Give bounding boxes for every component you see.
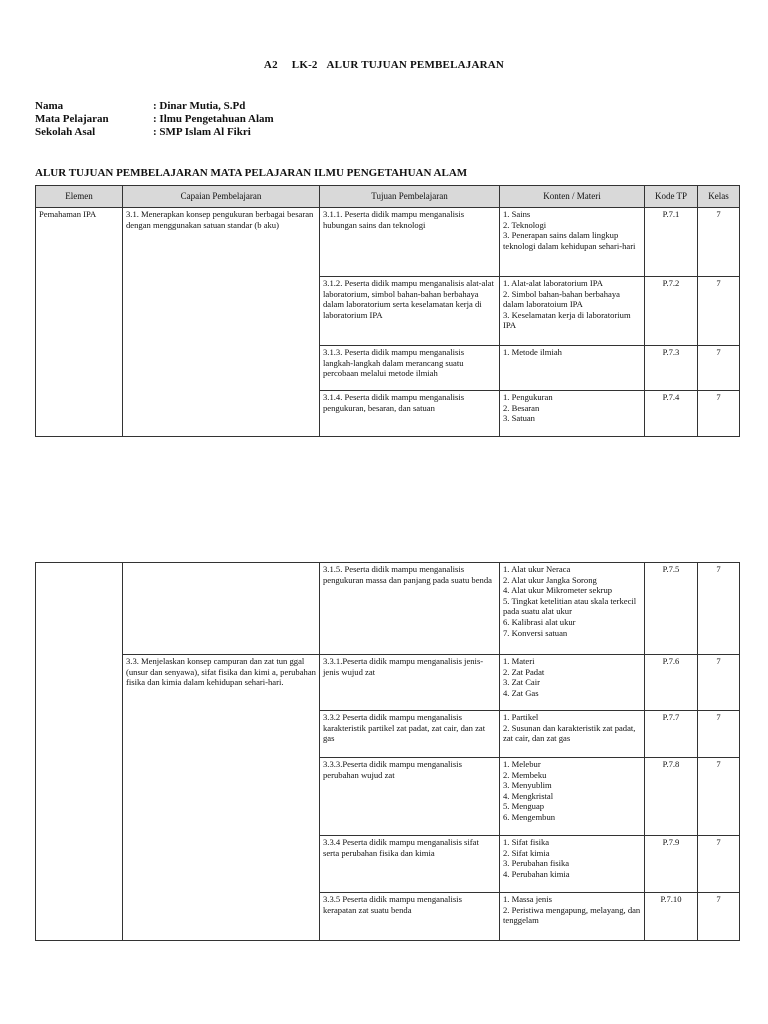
konten-item: 1. Massa jenis — [503, 894, 552, 904]
col-header-kode: Kode TP — [645, 186, 698, 208]
elemen-cell — [36, 563, 123, 941]
col-header-konten: Konten / Materi — [500, 186, 645, 208]
meta-label: Nama — [35, 100, 64, 112]
konten-item: 2. Peristiwa mengapung, melayang, dan tenggelam — [503, 904, 641, 926]
konten-cell — [500, 391, 645, 437]
konten-item: 1. Sains — [503, 209, 531, 219]
meta-row-nama — [35, 100, 274, 113]
kode-cell: P.7.7 — [645, 711, 698, 758]
doc-title-text: ALUR TUJUAN PEMBELAJARAN — [326, 59, 505, 71]
konten-item: 1. Pengukuran — [503, 392, 553, 402]
konten-item: 2. Zat Padat — [503, 666, 545, 677]
kode-cell: P.7.5 — [645, 563, 698, 655]
konten-item: 4. Perubahan kimia — [503, 868, 570, 879]
konten-item: 1. Metode ilmiah — [503, 347, 562, 357]
meta-value: : Ilmu Pengetahuan Alam — [153, 113, 274, 125]
konten-cell — [500, 277, 645, 346]
kelas-cell: 7 — [698, 836, 740, 893]
konten-cell — [500, 346, 645, 391]
col-header-kelas: Kelas — [698, 186, 740, 208]
konten-cell — [500, 758, 645, 836]
konten-item: 1. Alat-alat laboratorium IPA — [503, 278, 603, 288]
kode-cell: P.7.6 — [645, 655, 698, 711]
konten-item: 2. Simbol bahan-bahan berbahaya dalam laboratoium IPA — [503, 288, 620, 310]
konten-item: 2. Sifat kimia — [503, 847, 550, 858]
konten-item: 5. Menguap — [503, 801, 545, 812]
tujuan-cell: 3.1.3. Peserta didik mampu menganalisis langkah-langkah dalam merancang suatu percobaan melalui metode ilmiah — [320, 346, 500, 391]
meta-value: : Dinar Mutia, S.Pd — [153, 100, 246, 112]
kode-cell: P.7.3 — [645, 346, 698, 391]
konten-item: 3. Perubahan fisika — [503, 858, 570, 869]
konten-item: 1. Partikel — [503, 712, 539, 722]
kode-cell: P.7.4 — [645, 391, 698, 437]
kelas-cell: 7 — [698, 893, 740, 941]
konten-item: 2. Teknologi — [503, 219, 547, 230]
konten-item: 2. Alat ukur Jangka Sorong — [503, 574, 597, 585]
kelas-cell: 7 — [698, 758, 740, 836]
konten-item: 2. Membeku — [503, 769, 547, 780]
konten-item: 2. Besaran — [503, 402, 540, 413]
tujuan-cell: 3.3.5 Peserta didik mampu menganalisis kerapatan zat suatu benda — [320, 893, 500, 941]
tujuan-cell: 3.3.2 Peserta didik mampu menganalisis karakteristik partikel zat padat, zat cair, dan zat gas — [320, 711, 500, 758]
konten-item: 6. Kalibrasi alat ukur — [503, 616, 576, 627]
capaian-cell: 3.3. Menjelaskan konsep campuran dan zat tun ggal (unsur dan senyawa), sifat fisika dan kimi a, perubahan fisika dan kimia dalam kehidupan sehari-hari. — [123, 655, 320, 941]
konten-item: 7. Konversi satuan — [503, 627, 568, 638]
col-header-tujuan: Tujuan Pembelajaran — [320, 186, 500, 208]
konten-item: 3. Menyublim — [503, 780, 552, 791]
atp-table-page-2 — [35, 562, 740, 941]
tujuan-cell: 3.1.5. Peserta didik mampu menganalisis pengukuran massa dan panjang pada suatu benda — [320, 563, 500, 655]
col-header-elemen: Elemen — [36, 186, 123, 208]
table-header-row — [36, 186, 740, 208]
konten-cell — [500, 893, 645, 941]
konten-item: 4. Mengkristal — [503, 790, 554, 801]
doc-code: A2 — [263, 59, 278, 71]
konten-item: 6. Mengembun — [503, 811, 556, 822]
meta-value: : SMP Islam Al Fikri — [153, 126, 251, 138]
kelas-cell: 7 — [698, 391, 740, 437]
konten-item: 4. Zat Gas — [503, 687, 539, 698]
konten-item: 1. Sifat fisika — [503, 837, 550, 847]
col-header-capaian: Capaian Pembelajaran — [123, 186, 320, 208]
konten-cell — [500, 836, 645, 893]
kelas-cell: 7 — [698, 346, 740, 391]
tujuan-cell: 3.1.4. Peserta didik mampu menganalisis pengukuran, besaran, dan satuan — [320, 391, 500, 437]
kelas-cell: 7 — [698, 711, 740, 758]
meta-row-sekolah — [35, 126, 274, 139]
tujuan-cell: 3.1.1. Peserta didik mampu menganalisis hubungan sains dan teknologi — [320, 208, 500, 277]
table-row — [36, 208, 740, 277]
meta-label: Sekolah Asal — [35, 126, 96, 138]
kelas-cell: 7 — [698, 655, 740, 711]
konten-item: 3. Satuan — [503, 413, 535, 424]
konten-item: 3. Zat Cair — [503, 677, 540, 688]
kode-cell: P.7.9 — [645, 836, 698, 893]
meta-label: Mata Pelajaran — [35, 113, 109, 125]
capaian-cell: 3.1. Menerapkan konsep pengukuran berbagai besaran dengan menggunakan satuan standar (b aku) — [123, 208, 320, 437]
table-row — [36, 655, 740, 711]
konten-item: 1. Alat ukur Neraca — [503, 564, 571, 574]
kode-cell: P.7.8 — [645, 758, 698, 836]
konten-item: 3. Penerapan sains dalam lingkup teknologi dalam kehidupan sehari-hari — [503, 230, 636, 251]
capaian-cell-continued — [123, 563, 320, 655]
kode-cell: P.7.10 — [645, 893, 698, 941]
konten-cell — [500, 711, 645, 758]
tujuan-cell: 3.3.4 Peserta didik mampu menganalisis sifat serta perubahan fisika dan kimia — [320, 836, 500, 893]
konten-cell — [500, 208, 645, 277]
kelas-cell: 7 — [698, 208, 740, 277]
section-title: ALUR TUJUAN PEMBELAJARAN MATA PELAJARAN ILMU PENGETAHUAN ALAM — [35, 167, 468, 179]
identity-block — [35, 100, 274, 139]
kelas-cell: 7 — [698, 277, 740, 346]
konten-item: 1. Melebur — [503, 759, 541, 769]
document-title — [0, 59, 768, 71]
table-row — [36, 563, 740, 655]
konten-cell — [500, 563, 645, 655]
konten-item: 4. Alat ukur Mikrometer sekrup — [503, 585, 613, 596]
konten-item: 5. Tingkat ketelitian atau skala terkecil pada suatu alat ukur — [503, 595, 637, 617]
meta-row-mapel — [35, 113, 274, 126]
konten-item: 3. Keselamatan kerja di laboratorium IPA — [503, 309, 631, 331]
elemen-cell: Pemahaman IPA — [36, 208, 123, 437]
konten-item: 2. Susunan dan karakteristik zat padat, zat cair, dan zat gas — [503, 722, 636, 744]
tujuan-cell: 3.1.2. Peserta didik mampu menganalisis alat-alat laboratorium, simbol bahan-bahan berbahaya dalam laboratorium serta keselamatan kerja di laboratorium IPA — [320, 277, 500, 346]
kode-cell: P.7.1 — [645, 208, 698, 277]
kelas-cell: 7 — [698, 563, 740, 655]
tujuan-cell: 3.3.3.Peserta didik mampu menganalisis perubahan wujud zat — [320, 758, 500, 836]
konten-cell — [500, 655, 645, 711]
tujuan-cell: 3.3.1.Peserta didik mampu menganalisis jenis-jenis wujud zat — [320, 655, 500, 711]
kode-cell: P.7.2 — [645, 277, 698, 346]
konten-item: 1. Materi — [503, 656, 535, 666]
doc-lk: LK-2 — [291, 59, 318, 71]
atp-table-page-1 — [35, 185, 740, 437]
